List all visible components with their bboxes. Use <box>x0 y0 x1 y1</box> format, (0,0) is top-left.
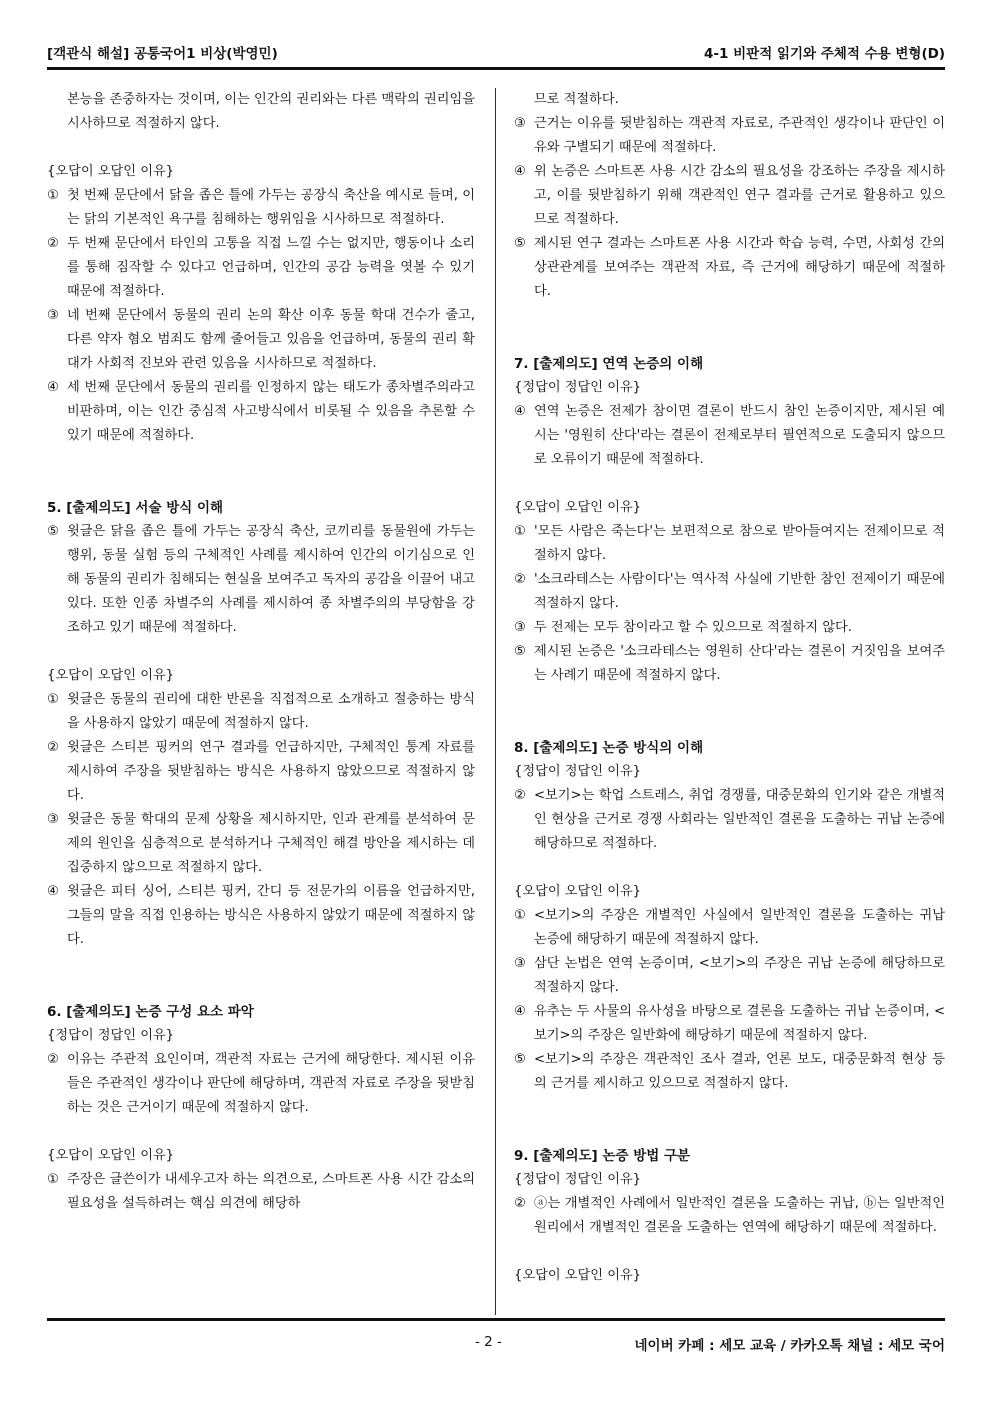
explanation-text: 주장은 글쓴이가 내세우고자 하는 의견으로, 스마트폰 사용 시간 감소의 필요성을 설득하려는 핵심 의견에 해당하 <box>67 1172 475 1211</box>
spacer <box>514 856 945 880</box>
answer-item <box>47 808 475 880</box>
choice-number: ④ <box>514 404 526 419</box>
answer-item <box>514 1192 945 1240</box>
spacer <box>47 448 475 472</box>
choice-number: ② <box>514 788 526 803</box>
explanation-text: <보기>는 학업 스트레스, 취업 경쟁률, 대중문화의 인기와 같은 개별적인 현상을 근거로 경쟁 사회라는 일반적인 결론을 도출하는 귀납 논증에 해당하므로 적절하다. <box>534 788 945 851</box>
choice-number: ④ <box>47 884 59 899</box>
answer-item <box>47 688 475 736</box>
spacer <box>47 976 475 1000</box>
page-number: - 2 - <box>475 1334 502 1350</box>
choice-number: ④ <box>514 164 526 179</box>
reason-label: {오답이 오답인 이유} <box>514 500 642 515</box>
explanation-text: <보기>의 주장은 개별적인 사실에서 일반적인 결론을 도출하는 귀납 논증에 해당하기 때문에 적절하지 않다. <box>534 908 945 947</box>
explanation-text: 두 번째 문단에서 타인의 고통을 직접 느낄 수는 없지만, 행동이나 소리를 통해 짐작할 수 있다고 언급하며, 인간의 공감 능력을 엿볼 수 있기 때문에 적절하다. <box>67 236 475 299</box>
answer-item <box>514 520 945 568</box>
choice-number: ③ <box>514 116 526 131</box>
explanation-text: 근거는 이유를 뒷받침하는 객관적 자료로, 주관적인 생각이나 판단인 이유와 구별되기 때문에 적절하다. <box>534 116 945 155</box>
answer-item <box>514 160 945 232</box>
spacer <box>514 1096 945 1120</box>
spacer <box>514 328 945 352</box>
choice-number: ② <box>47 1052 59 1067</box>
spacer <box>47 136 475 160</box>
footer-divider <box>47 1318 945 1321</box>
reason-label: {오답이 오답인 이유} <box>514 884 642 899</box>
explanation-text: 첫 번째 문단에서 닭을 좁은 틀에 가두는 공장식 축산을 예시로 들며, 이는 닭의 기본적인 욕구를 침해하는 행위임을 시사하므로 적절하다. <box>67 188 475 227</box>
choice-number: ④ <box>47 380 59 395</box>
choice-number: ② <box>514 572 526 587</box>
reason-label: {오답이 오답인 이유} <box>47 1148 175 1163</box>
explanation-text: ⓐ는 개별적인 사례에서 일반적인 결론을 도출하는 귀납, ⓑ는 일반적인 원리에서 개별적인 결론을 도출하는 연역에 해당하기 때문에 적절하다. <box>534 1196 945 1235</box>
spacer <box>514 1120 945 1144</box>
reason-label: {오답이 오답인 이유} <box>47 164 175 179</box>
choice-number: ③ <box>514 620 526 635</box>
spacer <box>47 472 475 496</box>
explanation-text: 윗글은 닭을 좁은 틀에 가두는 공장식 축산, 코끼리를 동물원에 가두는 행위, 동물 실험 등의 구체적인 사례를 제시하여 인간의 이기심으로 인해 동물의 권리가 침해되는 현실을 보여주고 독자의 공감을 이끌어 내고 있다. 또한 인종 차별주의 사례를 제시하여 종 차별주의의 부당함을 강조하고 있기 때문에 적절하다. <box>67 524 475 635</box>
continued-text: 본능을 존중하자는 것이며, 이는 인간의 권리와는 다른 맥락의 권리임을 시사하므로 적절하지 않다. <box>67 92 475 131</box>
explanation-text: 위 논증은 스마트폰 사용 시간 감소의 필요성을 강조하는 주장을 제시하고, 이를 뒷받침하기 위해 객관적인 연구 결과를 근거로 활용하고 있으므로 적절하다. <box>534 164 945 227</box>
reason-label: {정답이 정답인 이유} <box>514 1172 642 1187</box>
answer-item <box>514 952 945 1000</box>
explanation-text: 네 번째 문단에서 동물의 권리 논의 확산 이후 동물 학대 건수가 줄고, 다른 약자 혐오 범죄도 함께 줄어들고 있음을 언급하며, 동물의 권리 확대가 사회적 진보와 관련 있음을 시사하므로 적절하다. <box>67 308 475 371</box>
explanation-text: 삼단 논법은 연역 논증이며, <보기>의 주장은 귀납 논증에 해당하므로 적절하지 않다. <box>534 956 945 995</box>
content-columns <box>47 88 945 1315</box>
answer-item <box>47 880 475 952</box>
choice-number: ① <box>47 692 59 707</box>
choice-number: ③ <box>47 308 59 323</box>
explanation-text: 윗글은 피터 싱어, 스티븐 핑커, 간디 등 전문가의 이름을 언급하지만, 그들의 말을 직접 인용하는 방식은 사용하지 않았기 때문에 적절하지 않다. <box>67 884 475 947</box>
choice-number: ① <box>47 188 59 203</box>
explanation-text: 제시된 연구 결과는 스마트폰 사용 시간과 학습 능력, 수면, 사회성 간의 상관관계를 보여주는 객관적 자료, 즉 근거에 해당하기 때문에 적절하다. <box>534 236 945 299</box>
reason-label: {정답이 정답인 이유} <box>514 764 642 779</box>
answer-item <box>514 1048 945 1096</box>
explanation-text: 두 전제는 모두 참이라고 할 수 있으므로 적절하지 않다. <box>534 620 852 635</box>
answer-item <box>47 736 475 808</box>
question-heading: 5. [출제의도] 서술 방식 이해 <box>47 500 224 516</box>
explanation-text: '소크라테스는 사람이다'는 역사적 사실에 기반한 참인 전제이기 때문에 적절하지 않다. <box>534 572 945 611</box>
explanation-text: 윗글은 동물 학대의 문제 상황을 제시하지만, 인과 관계를 분석하여 문제의 원인을 심층적으로 분석하거나 구체적인 해결 방안을 제시하는 데 집중하지 않으므로 적절하지 않다. <box>67 812 475 875</box>
spacer <box>47 952 475 976</box>
answer-item <box>514 1000 945 1048</box>
choice-number: ③ <box>47 812 59 827</box>
choice-number: ② <box>514 1196 526 1211</box>
question-heading: 7. [출제의도] 연역 논증의 이해 <box>514 356 704 372</box>
answer-item <box>47 184 475 232</box>
choice-number: ④ <box>514 1004 526 1019</box>
spacer <box>514 688 945 712</box>
explanation-text: '모든 사람은 죽는다'는 보편적으로 참으로 받아들여지는 전제이므로 적절하지 않다. <box>534 524 945 563</box>
question-heading: 6. [출제의도] 논증 구성 요소 파악 <box>47 1004 254 1020</box>
explanation-text: 윗글은 스티븐 핑커의 연구 결과를 언급하지만, 구체적인 통계 자료를 제시하여 주장을 뒷받침하는 방식은 사용하지 않았으므로 적절하지 않다. <box>67 740 475 803</box>
choice-number: ① <box>514 524 526 539</box>
explanation-text: 연역 논증은 전제가 참이면 결론이 반드시 참인 논증이지만, 제시된 예시는 '영원히 산다'라는 결론이 전제로부터 필연적으로 도출되지 않으므로 오류이기 때문에 적절하다. <box>534 404 945 467</box>
spacer <box>47 640 475 664</box>
choice-number: ① <box>514 908 526 923</box>
explanation-text: 이유는 주관적 요인이며, 객관적 자료는 근거에 해당한다. 제시된 이유들은 주관적인 생각이나 판단에 해당하며, 객관적 자료로 주장을 뒷받침하는 것은 근거이기 때문에 적절하지 않다. <box>67 1052 475 1115</box>
answer-item <box>514 232 945 304</box>
spacer <box>47 1120 475 1144</box>
answer-item <box>47 232 475 304</box>
right-column <box>496 88 945 1315</box>
footer-channel-info: 네이버 카페 : 세모 교육 / 카카오톡 채널 : 세모 국어 <box>634 1338 945 1354</box>
spacer <box>514 1240 945 1264</box>
choice-number: ⑤ <box>514 1052 526 1067</box>
reason-label: {정답이 정답인 이유} <box>47 1028 175 1043</box>
answer-item <box>514 400 945 472</box>
explanation-text: 윗글은 동물의 권리에 대한 반론을 직접적으로 소개하고 절충하는 방식을 사용하지 않았기 때문에 적절하지 않다. <box>67 692 475 731</box>
spacer <box>514 472 945 496</box>
answer-item <box>47 1048 475 1120</box>
answer-item <box>47 304 475 376</box>
choice-number: ② <box>47 236 59 251</box>
explanation-text: 유추는 두 사물의 유사성을 바탕으로 결론을 도출하는 귀납 논증이며, <보기>의 주장은 일반화에 해당하기 때문에 적절하지 않다. <box>534 1004 945 1043</box>
answer-item <box>514 616 945 640</box>
explanation-text: 세 번째 문단에서 동물의 권리를 인정하지 않는 태도가 종차별주의라고 비판하며, 이는 인간 중심적 사고방식에서 비롯될 수 있음을 추론할 수 있기 때문에 적절하다. <box>67 380 475 443</box>
answer-item <box>514 784 945 856</box>
header-right-title: 4-1 비판적 읽기와 주체적 수용 변형(D) <box>704 46 945 62</box>
choice-number: ⑤ <box>514 236 526 251</box>
answer-item <box>514 112 945 160</box>
spacer <box>514 712 945 736</box>
header-left-title: [객관식 해설] 공통국어1 비상(박영민) <box>47 46 278 62</box>
answer-item <box>47 1168 475 1216</box>
left-column <box>47 88 496 1315</box>
reason-label: {정답이 정답인 이유} <box>514 380 642 395</box>
question-heading: 8. [출제의도] 논증 방식의 이해 <box>514 740 704 756</box>
page-footer <box>47 1334 945 1358</box>
spacer <box>514 304 945 328</box>
answer-item <box>47 376 475 448</box>
choice-number: ① <box>47 1172 59 1187</box>
question-heading: 9. [출제의도] 논증 방법 구분 <box>514 1148 691 1164</box>
choice-number: ⑤ <box>47 524 59 539</box>
continued-text: 므로 적절하다. <box>534 92 619 107</box>
reason-label: {오답이 오답인 이유} <box>47 668 175 683</box>
explanation-text: <보기>의 주장은 객관적인 조사 결과, 언론 보도, 대중문화적 현상 등의 근거를 제시하고 있으므로 적절하지 않다. <box>534 1052 945 1091</box>
explanation-text: 제시된 논증은 '소크라테스는 영원히 산다'라는 결론이 거짓임을 보여주는 사례기 때문에 적절하지 않다. <box>534 644 945 683</box>
choice-number: ③ <box>514 956 526 971</box>
answer-item <box>514 568 945 616</box>
answer-item <box>514 640 945 688</box>
reason-label: {오답이 오답인 이유} <box>514 1268 642 1283</box>
answer-item <box>514 904 945 952</box>
choice-number: ② <box>47 740 59 755</box>
page-header <box>47 40 945 70</box>
choice-number: ⑤ <box>514 644 526 659</box>
answer-item <box>47 520 475 640</box>
